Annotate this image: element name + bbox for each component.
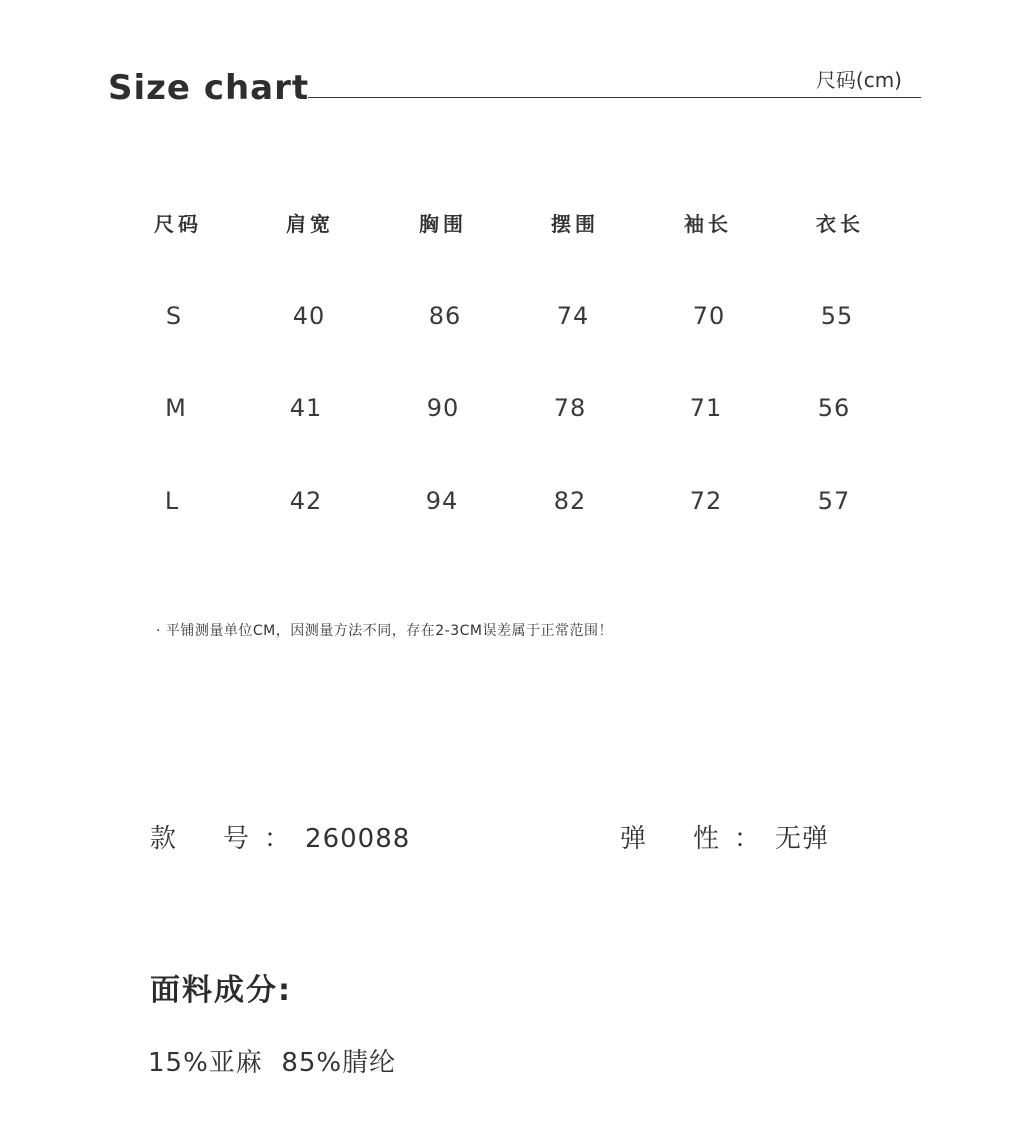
chest-cell: 90	[426, 394, 460, 422]
shoulder-cell: 40	[292, 302, 326, 330]
fabric-composition: 15%亚麻 85%腈纶	[148, 1048, 397, 1078]
header-divider	[308, 97, 921, 98]
page-title: Size chart	[108, 68, 310, 108]
sleeve-cell: 71	[689, 394, 723, 422]
style-number-label-a: 款	[150, 824, 178, 854]
style-number-colon: ：	[264, 824, 292, 854]
chest-cell: 86	[428, 302, 462, 330]
measurement-note: · 平铺测量单位CM，因测量方法不同，存在2-3CM误差属于正常范围！	[156, 623, 613, 639]
length-cell: 55	[820, 302, 854, 330]
table-header-row	[110, 204, 910, 244]
elasticity-label-a: 弹	[620, 824, 648, 854]
shoulder-cell: 41	[289, 394, 323, 422]
size-cell: S	[165, 302, 183, 330]
column-header: 肩宽	[286, 212, 334, 236]
column-header: 摆围	[551, 212, 599, 236]
hem-cell: 74	[556, 302, 590, 330]
size-cell: M	[165, 394, 187, 422]
length-cell: 57	[817, 487, 851, 515]
shoulder-cell: 42	[289, 487, 323, 515]
table-row	[110, 296, 910, 336]
elasticity-label-b: 性	[693, 824, 721, 854]
chest-cell: 94	[425, 487, 459, 515]
style-number-value: 260088	[305, 824, 411, 854]
elasticity-value: 无弹	[775, 824, 830, 854]
elasticity	[620, 818, 829, 855]
table-row	[110, 481, 910, 521]
hem-cell: 78	[553, 394, 587, 422]
column-header: 衣长	[816, 212, 864, 236]
column-header: 尺码	[154, 212, 202, 236]
style-number	[150, 818, 410, 855]
length-cell: 56	[817, 394, 851, 422]
column-header: 袖长	[684, 212, 732, 236]
style-number-label-b: 号	[223, 824, 251, 854]
hem-cell: 82	[553, 487, 587, 515]
column-header: 胸围	[419, 212, 467, 236]
size-cell: L	[164, 487, 180, 515]
sleeve-cell: 70	[692, 302, 726, 330]
unit-label: 尺码(cm)	[815, 68, 902, 92]
sleeve-cell: 72	[689, 487, 723, 515]
table-row	[110, 388, 910, 428]
elasticity-colon: ：	[734, 824, 762, 854]
fabric-title: 面料成分:	[150, 973, 292, 1008]
